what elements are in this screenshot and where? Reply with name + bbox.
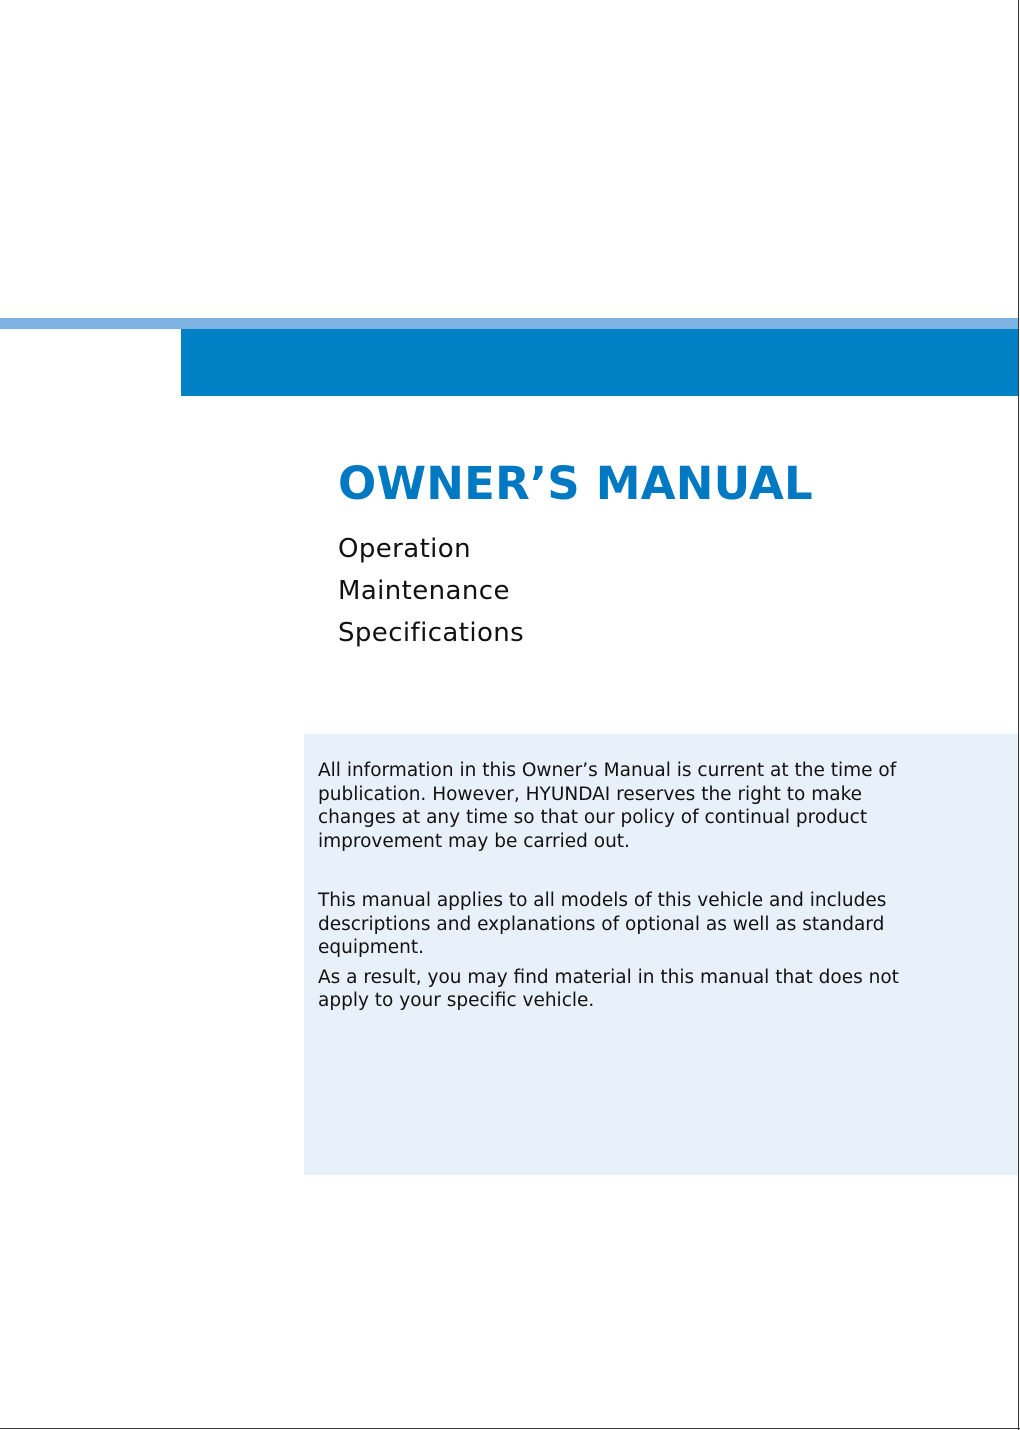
section-operation: Operation [338, 534, 471, 564]
notice-paragraph-result: As a result, you may find material in this manual that does not apply to your specific vehicle. [318, 966, 899, 1011]
notice-paragraph-currency: All information in this Owner’s Manual is current at the time of publication. However, HYUNDAI reserves the right to make changes at any time so that our policy of continual product improvement may be carried out. [318, 760, 897, 852]
page-border-bottom [0, 1428, 1020, 1429]
cover-light-stripe [0, 318, 1018, 329]
notice-paragraph-applicability: This manual applies to all models of this vehicle and includes descriptions and explanations of optional as well as standard equipment. [318, 890, 887, 958]
section-specifications: Specifications [338, 618, 525, 648]
section-maintenance: Maintenance [338, 576, 510, 606]
notice-box [304, 734, 1018, 1175]
manual-title: OWNER’S MANUAL [338, 457, 813, 510]
cover-blue-band [181, 329, 1018, 396]
manual-sections-list [338, 528, 524, 654]
page-border-right [1018, 0, 1019, 1430]
notice-text [318, 759, 908, 1013]
